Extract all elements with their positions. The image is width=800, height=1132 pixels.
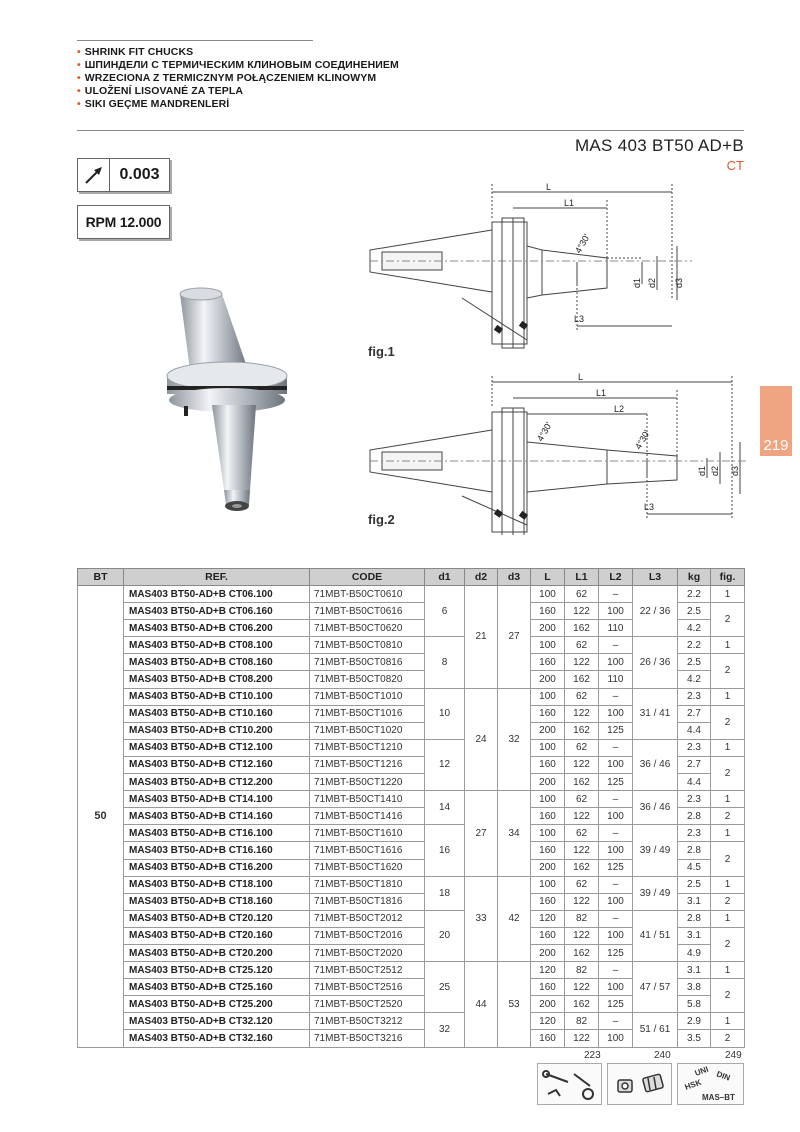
page-tab bbox=[760, 386, 792, 456]
table-row bbox=[78, 876, 745, 893]
kg-cell: 4.2 bbox=[678, 671, 711, 688]
l1-cell: 162 bbox=[565, 996, 599, 1013]
dim-L3: L3 bbox=[644, 502, 655, 512]
l2-cell: 100 bbox=[599, 808, 633, 825]
kg-cell: 4.2 bbox=[678, 620, 711, 637]
l3-cell: 47 / 57 bbox=[633, 962, 678, 1013]
l1-cell: 162 bbox=[565, 774, 599, 791]
dim-L1: L1 bbox=[596, 388, 607, 398]
col-header: BT bbox=[78, 569, 124, 586]
l1-cell: 62 bbox=[565, 876, 599, 893]
l2-cell: 100 bbox=[599, 654, 633, 671]
l-cell: 160 bbox=[531, 842, 565, 859]
rpm-badge: RPM 12.000 bbox=[77, 205, 170, 239]
kg-cell: 2.5 bbox=[678, 654, 711, 671]
d3-cell: 53 bbox=[498, 962, 531, 1047]
page-title: MAS 403 BT50 AD+B bbox=[574, 136, 744, 155]
dim-L3: L3 bbox=[574, 314, 585, 324]
ref-cell: MAS403 BT50-AD+B CT25.160 bbox=[124, 979, 310, 996]
l1-cell: 62 bbox=[565, 586, 599, 603]
l1-cell: 62 bbox=[565, 825, 599, 842]
l1-cell: 62 bbox=[565, 637, 599, 654]
l1-cell: 122 bbox=[565, 893, 599, 910]
dim-d2: d2 bbox=[647, 277, 657, 288]
fig-cell: 1 bbox=[711, 586, 745, 603]
fig-cell: 1 bbox=[711, 910, 745, 927]
technical-drawing-fig1 bbox=[362, 180, 702, 360]
ref-cell: MAS403 BT50-AD+B CT20.160 bbox=[124, 927, 310, 944]
l2-cell: – bbox=[599, 586, 633, 603]
runout-arrow-icon bbox=[78, 159, 110, 191]
spec-table bbox=[77, 568, 745, 1048]
top-rule bbox=[77, 40, 313, 41]
d1-cell: 14 bbox=[425, 791, 465, 825]
code-cell: 71MBT-B50CT1220 bbox=[310, 774, 425, 791]
l2-cell: – bbox=[599, 739, 633, 756]
d3-cell: 34 bbox=[498, 791, 531, 876]
page-number: 219 bbox=[763, 437, 789, 454]
d1-cell: 8 bbox=[425, 637, 465, 688]
svg-text:UNI: UNI bbox=[693, 1064, 710, 1078]
category-item: • ULOŽENÍ LISOVANÉ ZA TEPLA bbox=[77, 85, 244, 97]
l1-cell: 82 bbox=[565, 910, 599, 927]
l1-cell: 162 bbox=[565, 944, 599, 961]
fig-cell: 1 bbox=[711, 688, 745, 705]
l1-cell: 122 bbox=[565, 927, 599, 944]
ref-cell: MAS403 BT50-AD+B CT08.100 bbox=[124, 637, 310, 654]
l1-cell: 62 bbox=[565, 688, 599, 705]
ref-cell: MAS403 BT50-AD+B CT14.100 bbox=[124, 791, 310, 808]
l-cell: 100 bbox=[531, 688, 565, 705]
l3-cell: 41 / 51 bbox=[633, 910, 678, 961]
kg-cell: 2.2 bbox=[678, 586, 711, 603]
l-cell: 120 bbox=[531, 910, 565, 927]
fig-cell: 2 bbox=[711, 927, 745, 961]
l2-cell: – bbox=[599, 791, 633, 808]
kg-cell: 2.5 bbox=[678, 876, 711, 893]
col-header: L bbox=[531, 569, 565, 586]
l-cell: 100 bbox=[531, 876, 565, 893]
table-row bbox=[78, 962, 745, 979]
l-cell: 100 bbox=[531, 637, 565, 654]
table-header-row bbox=[78, 569, 745, 586]
runout-value: 0.003 bbox=[119, 166, 160, 183]
ref-cell: MAS403 BT50-AD+B CT20.200 bbox=[124, 944, 310, 961]
dim-angle2: 4°30' bbox=[633, 428, 652, 451]
table-row bbox=[78, 586, 745, 603]
col-header: d2 bbox=[465, 569, 498, 586]
ref-cell: MAS403 BT50-AD+B CT06.160 bbox=[124, 603, 310, 620]
ref-cell: MAS403 BT50-AD+B CT32.160 bbox=[124, 1030, 310, 1047]
code-cell: 71MBT-B50CT0620 bbox=[310, 620, 425, 637]
kg-cell: 2.8 bbox=[678, 910, 711, 927]
category-item: • ШПИНДЕЛИ С ТЕРМИЧЕСКИМ КЛИНОВЫМ СОЕДИНЕНИЕМ bbox=[77, 59, 399, 71]
fig1-label: fig.1 bbox=[368, 344, 395, 359]
fig-cell: 1 bbox=[711, 739, 745, 756]
category-item: • SHRINK FIT CHUCKS bbox=[77, 46, 194, 58]
l1-cell: 162 bbox=[565, 859, 599, 876]
code-cell: 71MBT-B50CT0810 bbox=[310, 637, 425, 654]
kg-cell: 3.1 bbox=[678, 927, 711, 944]
table-row bbox=[78, 791, 745, 808]
code-cell: 71MBT-B50CT1210 bbox=[310, 739, 425, 756]
l2-cell: – bbox=[599, 962, 633, 979]
kg-cell: 2.7 bbox=[678, 705, 711, 722]
kg-cell: 2.3 bbox=[678, 791, 711, 808]
table-row bbox=[78, 637, 745, 654]
kg-cell: 2.8 bbox=[678, 842, 711, 859]
l1-cell: 82 bbox=[565, 1013, 599, 1030]
kg-cell: 4.4 bbox=[678, 722, 711, 739]
kg-cell: 3.5 bbox=[678, 1030, 711, 1047]
code-cell: 71MBT-B50CT1016 bbox=[310, 705, 425, 722]
page-subtitle: CT bbox=[726, 158, 744, 173]
dim-L2: L2 bbox=[614, 404, 625, 414]
l-cell: 160 bbox=[531, 1030, 565, 1047]
fig-cell: 2 bbox=[711, 979, 745, 1013]
l-cell: 120 bbox=[531, 1013, 565, 1030]
svg-text:DIN: DIN bbox=[715, 1069, 732, 1083]
table-row bbox=[78, 825, 745, 842]
l1-cell: 62 bbox=[565, 791, 599, 808]
l2-cell: – bbox=[599, 688, 633, 705]
code-cell: 71MBT-B50CT1616 bbox=[310, 842, 425, 859]
l1-cell: 162 bbox=[565, 671, 599, 688]
fig-cell: 2 bbox=[711, 603, 745, 637]
code-cell: 71MBT-B50CT1410 bbox=[310, 791, 425, 808]
l-cell: 100 bbox=[531, 586, 565, 603]
l2-cell: – bbox=[599, 825, 633, 842]
fig-cell: 1 bbox=[711, 825, 745, 842]
ref-cell: MAS403 BT50-AD+B CT06.200 bbox=[124, 620, 310, 637]
l3-cell: 51 / 61 bbox=[633, 1013, 678, 1047]
table-body bbox=[78, 586, 745, 1048]
code-cell: 71MBT-B50CT1216 bbox=[310, 756, 425, 773]
d3-cell: 27 bbox=[498, 586, 531, 689]
code-cell: 71MBT-B50CT1620 bbox=[310, 859, 425, 876]
fig-cell: 1 bbox=[711, 791, 745, 808]
code-cell: 71MBT-B50CT2512 bbox=[310, 962, 425, 979]
ref-cell: MAS403 BT50-AD+B CT16.160 bbox=[124, 842, 310, 859]
fig-cell: 1 bbox=[711, 637, 745, 654]
col-header: fig. bbox=[711, 569, 745, 586]
l1-cell: 122 bbox=[565, 842, 599, 859]
l2-cell: 100 bbox=[599, 1030, 633, 1047]
d2-cell: 33 bbox=[465, 876, 498, 961]
l2-cell: 110 bbox=[599, 671, 633, 688]
dim-L: L bbox=[546, 182, 552, 192]
dim-angle: 4°30' bbox=[573, 232, 592, 255]
ref-cell: MAS403 BT50-AD+B CT18.160 bbox=[124, 893, 310, 910]
l3-cell: 39 / 49 bbox=[633, 876, 678, 910]
ref-page: 249 bbox=[725, 1050, 742, 1061]
code-cell: 71MBT-B50CT0820 bbox=[310, 671, 425, 688]
l3-cell: 36 / 46 bbox=[633, 791, 678, 825]
l3-cell: 26 / 36 bbox=[633, 637, 678, 688]
d2-cell: 27 bbox=[465, 791, 498, 876]
kg-cell: 4.5 bbox=[678, 859, 711, 876]
l3-cell: 39 / 49 bbox=[633, 825, 678, 876]
l1-cell: 122 bbox=[565, 808, 599, 825]
l1-cell: 122 bbox=[565, 1030, 599, 1047]
d2-cell: 21 bbox=[465, 586, 498, 689]
col-header: REF. bbox=[124, 569, 310, 586]
l1-cell: 162 bbox=[565, 620, 599, 637]
l3-cell: 31 / 41 bbox=[633, 688, 678, 739]
kg-cell: 2.3 bbox=[678, 739, 711, 756]
l1-cell: 122 bbox=[565, 654, 599, 671]
ref-cell: MAS403 BT50-AD+B CT08.200 bbox=[124, 671, 310, 688]
dim-L1: L1 bbox=[564, 198, 575, 208]
l2-cell: – bbox=[599, 637, 633, 654]
code-cell: 71MBT-B50CT1010 bbox=[310, 688, 425, 705]
l-cell: 200 bbox=[531, 944, 565, 961]
table-row bbox=[78, 739, 745, 756]
code-cell: 71MBT-B50CT3212 bbox=[310, 1013, 425, 1030]
ref-page: 223 bbox=[584, 1050, 601, 1061]
col-header: kg bbox=[678, 569, 711, 586]
col-header: d1 bbox=[425, 569, 465, 586]
category-item: • WRZECIONA Z TERMICZNYM POŁĄCZENIEM KLINOWYM bbox=[77, 72, 377, 84]
l1-cell: 122 bbox=[565, 705, 599, 722]
kg-cell: 2.3 bbox=[678, 688, 711, 705]
l-cell: 100 bbox=[531, 791, 565, 808]
ref-cell: MAS403 BT50-AD+B CT25.120 bbox=[124, 962, 310, 979]
code-cell: 71MBT-B50CT2516 bbox=[310, 979, 425, 996]
table-row bbox=[78, 688, 745, 705]
l1-cell: 162 bbox=[565, 722, 599, 739]
fig2-label: fig.2 bbox=[368, 512, 395, 527]
fig-cell: 2 bbox=[711, 756, 745, 790]
kg-cell: 2.9 bbox=[678, 1013, 711, 1030]
l-cell: 100 bbox=[531, 739, 565, 756]
l2-cell: 100 bbox=[599, 705, 633, 722]
ref-cell: MAS403 BT50-AD+B CT12.100 bbox=[124, 739, 310, 756]
dim-d3: d3 bbox=[674, 277, 684, 288]
code-cell: 71MBT-B50CT2020 bbox=[310, 944, 425, 961]
ref-cell: MAS403 BT50-AD+B CT06.100 bbox=[124, 586, 310, 603]
col-header: L1 bbox=[565, 569, 599, 586]
ref-cell: MAS403 BT50-AD+B CT12.160 bbox=[124, 756, 310, 773]
table-row bbox=[78, 910, 745, 927]
d1-cell: 12 bbox=[425, 739, 465, 790]
l2-cell: 125 bbox=[599, 722, 633, 739]
category-item: • SIKI GEÇME MANDRENLERİ bbox=[77, 98, 230, 110]
l1-cell: 122 bbox=[565, 979, 599, 996]
l-cell: 200 bbox=[531, 722, 565, 739]
kg-cell: 5.8 bbox=[678, 996, 711, 1013]
technical-drawing-fig2 bbox=[362, 370, 752, 535]
dim-d3: d3 bbox=[730, 465, 740, 476]
l1-cell: 62 bbox=[565, 739, 599, 756]
l-cell: 160 bbox=[531, 654, 565, 671]
screw-nut-icon bbox=[608, 1064, 671, 1104]
ref-cell: MAS403 BT50-AD+B CT10.100 bbox=[124, 688, 310, 705]
l-cell: 160 bbox=[531, 603, 565, 620]
l2-cell: 100 bbox=[599, 842, 633, 859]
l-cell: 120 bbox=[531, 962, 565, 979]
code-cell: 71MBT-B50CT1020 bbox=[310, 722, 425, 739]
fig-cell: 2 bbox=[711, 893, 745, 910]
ref-cell: MAS403 BT50-AD+B CT10.160 bbox=[124, 705, 310, 722]
fig-cell: 1 bbox=[711, 876, 745, 893]
d2-cell: 24 bbox=[465, 688, 498, 791]
l2-cell: – bbox=[599, 910, 633, 927]
col-header: L2 bbox=[599, 569, 633, 586]
kg-cell: 2.3 bbox=[678, 825, 711, 842]
l2-cell: 125 bbox=[599, 859, 633, 876]
col-header: d3 bbox=[498, 569, 531, 586]
accessory-screws-link[interactable] bbox=[607, 1063, 672, 1105]
ref-cell: MAS403 BT50-AD+B CT14.160 bbox=[124, 808, 310, 825]
l2-cell: – bbox=[599, 1013, 633, 1030]
code-cell: 71MBT-B50CT0610 bbox=[310, 586, 425, 603]
svg-text:MAS–BT: MAS–BT bbox=[702, 1093, 735, 1102]
code-cell: 71MBT-B50CT0616 bbox=[310, 603, 425, 620]
kg-cell: 2.7 bbox=[678, 756, 711, 773]
kg-cell: 2.5 bbox=[678, 603, 711, 620]
accessory-tools-link[interactable] bbox=[537, 1063, 602, 1105]
l-cell: 200 bbox=[531, 859, 565, 876]
l1-cell: 122 bbox=[565, 603, 599, 620]
kg-cell: 2.2 bbox=[678, 637, 711, 654]
d1-cell: 6 bbox=[425, 586, 465, 637]
l-cell: 100 bbox=[531, 825, 565, 842]
dim-d2: d2 bbox=[710, 465, 720, 476]
kg-cell: 3.1 bbox=[678, 962, 711, 979]
dim-d1: d1 bbox=[632, 277, 642, 288]
l2-cell: 100 bbox=[599, 927, 633, 944]
ref-page: 240 bbox=[654, 1050, 671, 1061]
code-cell: 71MBT-B50CT2016 bbox=[310, 927, 425, 944]
dim-L: L bbox=[578, 372, 584, 382]
l-cell: 160 bbox=[531, 927, 565, 944]
kg-cell: 2.8 bbox=[678, 808, 711, 825]
d1-cell: 20 bbox=[425, 910, 465, 961]
code-cell: 71MBT-B50CT2012 bbox=[310, 910, 425, 927]
ref-cell: MAS403 BT50-AD+B CT12.200 bbox=[124, 774, 310, 791]
fig-cell: 1 bbox=[711, 962, 745, 979]
d1-cell: 18 bbox=[425, 876, 465, 910]
standards-link[interactable] bbox=[677, 1063, 744, 1105]
d3-cell: 42 bbox=[498, 876, 531, 961]
code-cell: 71MBT-B50CT2520 bbox=[310, 996, 425, 1013]
ref-cell: MAS403 BT50-AD+B CT25.200 bbox=[124, 996, 310, 1013]
dim-angle1: 4°30' bbox=[535, 420, 554, 443]
ref-cell: MAS403 BT50-AD+B CT16.100 bbox=[124, 825, 310, 842]
product-photo bbox=[150, 280, 320, 530]
l1-cell: 122 bbox=[565, 756, 599, 773]
ref-cell: MAS403 BT50-AD+B CT32.120 bbox=[124, 1013, 310, 1030]
ref-cell: MAS403 BT50-AD+B CT08.160 bbox=[124, 654, 310, 671]
l-cell: 160 bbox=[531, 808, 565, 825]
bt-cell: 50 bbox=[78, 586, 124, 1048]
standards-icon bbox=[678, 1064, 743, 1104]
kg-cell: 4.9 bbox=[678, 944, 711, 961]
fig-cell: 2 bbox=[711, 654, 745, 688]
l3-cell: 22 / 36 bbox=[633, 586, 678, 637]
d1-cell: 10 bbox=[425, 688, 465, 739]
kg-cell: 4.4 bbox=[678, 774, 711, 791]
l2-cell: 125 bbox=[599, 996, 633, 1013]
category-list bbox=[77, 46, 399, 111]
l-cell: 160 bbox=[531, 979, 565, 996]
l3-cell: 36 / 46 bbox=[633, 739, 678, 790]
l-cell: 200 bbox=[531, 774, 565, 791]
code-cell: 71MBT-B50CT0816 bbox=[310, 654, 425, 671]
l-cell: 200 bbox=[531, 671, 565, 688]
l2-cell: 125 bbox=[599, 774, 633, 791]
footer-rule bbox=[77, 1047, 744, 1048]
d1-cell: 16 bbox=[425, 825, 465, 876]
d3-cell: 32 bbox=[498, 688, 531, 791]
l2-cell: 100 bbox=[599, 979, 633, 996]
header-rule bbox=[77, 130, 744, 131]
table-row bbox=[78, 1013, 745, 1030]
l2-cell: 100 bbox=[599, 603, 633, 620]
d2-cell: 44 bbox=[465, 962, 498, 1047]
col-header: L3 bbox=[633, 569, 678, 586]
code-cell: 71MBT-B50CT1416 bbox=[310, 808, 425, 825]
l2-cell: – bbox=[599, 876, 633, 893]
l-cell: 200 bbox=[531, 620, 565, 637]
code-cell: 71MBT-B50CT1610 bbox=[310, 825, 425, 842]
col-header: CODE bbox=[310, 569, 425, 586]
d1-cell: 25 bbox=[425, 962, 465, 1013]
l-cell: 160 bbox=[531, 756, 565, 773]
ref-cell: MAS403 BT50-AD+B CT18.100 bbox=[124, 876, 310, 893]
l-cell: 160 bbox=[531, 705, 565, 722]
l1-cell: 82 bbox=[565, 962, 599, 979]
ref-cell: MAS403 BT50-AD+B CT20.120 bbox=[124, 910, 310, 927]
fig-cell: 2 bbox=[711, 808, 745, 825]
ref-cell: MAS403 BT50-AD+B CT16.200 bbox=[124, 859, 310, 876]
l-cell: 160 bbox=[531, 893, 565, 910]
code-cell: 71MBT-B50CT1810 bbox=[310, 876, 425, 893]
ref-cell: MAS403 BT50-AD+B CT10.200 bbox=[124, 722, 310, 739]
kg-cell: 3.1 bbox=[678, 893, 711, 910]
l2-cell: 100 bbox=[599, 756, 633, 773]
dim-d1: d1 bbox=[697, 465, 707, 476]
l2-cell: 110 bbox=[599, 620, 633, 637]
code-cell: 71MBT-B50CT1816 bbox=[310, 893, 425, 910]
fig-cell: 2 bbox=[711, 705, 745, 739]
wrench-key-icon bbox=[538, 1064, 601, 1104]
l-cell: 200 bbox=[531, 996, 565, 1013]
svg-text:HSK: HSK bbox=[683, 1077, 703, 1092]
fig-cell: 2 bbox=[711, 1030, 745, 1047]
code-cell: 71MBT-B50CT3216 bbox=[310, 1030, 425, 1047]
l2-cell: 125 bbox=[599, 944, 633, 961]
l2-cell: 100 bbox=[599, 893, 633, 910]
runout-badge bbox=[77, 158, 170, 192]
kg-cell: 3.8 bbox=[678, 979, 711, 996]
d1-cell: 32 bbox=[425, 1013, 465, 1047]
fig-cell: 2 bbox=[711, 842, 745, 876]
fig-cell: 1 bbox=[711, 1013, 745, 1030]
